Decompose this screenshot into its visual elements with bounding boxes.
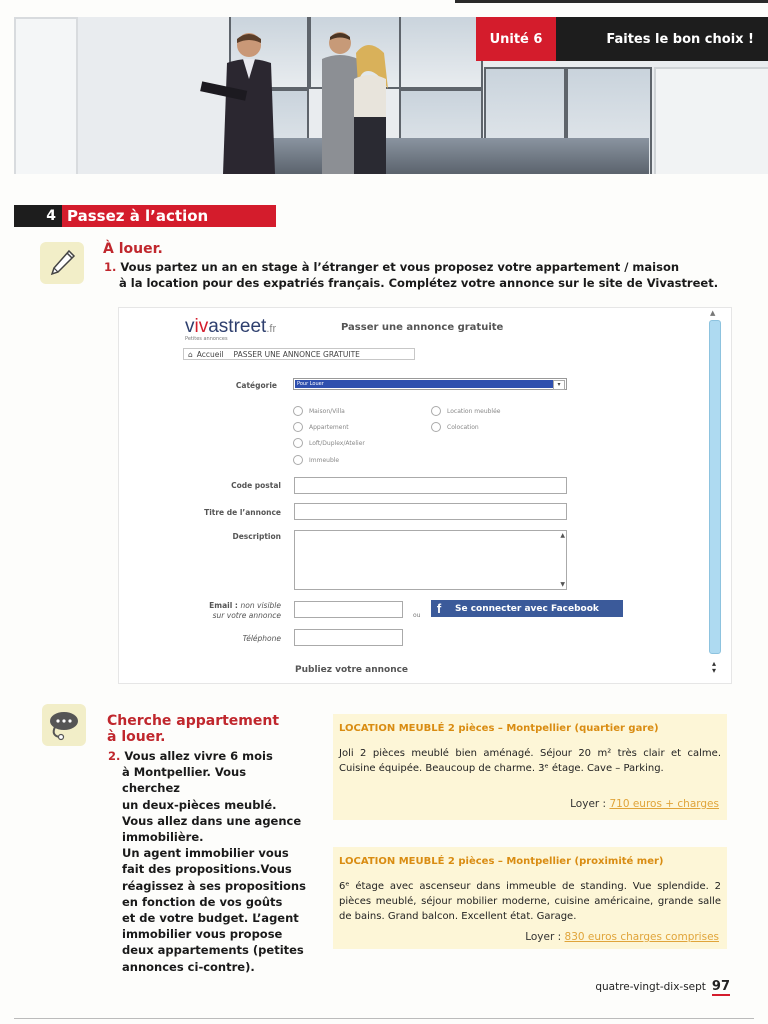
page-footer	[595, 979, 730, 996]
publish-heading: Publiez votre annonce	[295, 665, 409, 675]
category-selected-value: Pour Louer	[295, 380, 553, 388]
radio-immeuble[interactable]: Immeuble	[293, 455, 339, 465]
page-heading: Passer une annonce gratuite	[341, 322, 504, 333]
description-textarea[interactable]	[294, 530, 567, 590]
ad-title-label: Titre de l’annonce	[204, 508, 281, 517]
vertical-scrollbar[interactable]	[709, 320, 721, 654]
section-title: Passez à l’action	[62, 205, 276, 227]
breadcrumb	[183, 348, 415, 360]
radio-maison[interactable]: Maison/Villa	[293, 406, 345, 416]
scroll-up-icon[interactable]: ▲	[560, 532, 565, 539]
pen-icon	[40, 242, 84, 284]
agent-figure	[199, 29, 289, 174]
vivastreet-form	[118, 307, 732, 684]
activity1-instructions	[104, 259, 718, 291]
chevron-down-icon[interactable]: ▾	[553, 380, 565, 390]
vivastreet-logo: vivastreet.fr	[185, 316, 277, 337]
section-heading	[14, 205, 276, 227]
ad-2-body: 6ᵉ étage avec ascenseur dans immeuble de standing. Vue splendide. 2 pièces meublé, séjour mobilier moderne, cuisine américaine, grande salle de bains. Grand balcon. Excellent état. Garage.	[339, 881, 721, 922]
logo-subtitle: Petites annonces	[185, 336, 228, 342]
facebook-login-button[interactable]: f Se connecter avec Facebook	[431, 600, 623, 617]
couple-figure	[312, 27, 412, 174]
postal-input[interactable]	[294, 477, 567, 494]
ad-card-2	[333, 847, 727, 949]
activity2-instructions: 2. Vous allez vivre 6 mois à Montpellier. Vous cherchez un deux-pièces meublé. Vous allez dans une agence immobilière. Un agent immobilier vous fait des propositions.Vous réagissez à ses propositions en fonction de vos goûts et de votre budget. L’agent immobilier vous propose deux appartements (petites annonces ci-contre).	[108, 749, 306, 974]
breadcrumb-home[interactable]: Accueil	[196, 349, 224, 359]
unit-label: Unité 6	[476, 17, 556, 61]
phone-label: Téléphone	[242, 634, 281, 643]
section-number: 4	[14, 205, 62, 227]
unit-title: Faites le bon choix !	[556, 17, 768, 61]
top-rule	[455, 0, 768, 3]
ad-1-title: LOCATION MEUBLÉ 2 pièces – Montpellier (quartier gare)	[339, 723, 659, 734]
activity2-title: Cherche appartement à louer.	[107, 713, 280, 745]
postal-label: Code postal	[231, 481, 281, 490]
category-label: Catégorie	[235, 381, 277, 390]
activity2-number: 2.	[108, 749, 121, 763]
page-number: 97	[711, 979, 730, 994]
category-select[interactable]	[293, 378, 567, 390]
description-label: Description	[232, 532, 281, 541]
scroll-up-arrow-icon[interactable]: ▲	[710, 309, 716, 317]
bottom-rule	[14, 1018, 754, 1019]
ad-card-1	[333, 714, 727, 820]
activity1-title: À louer.	[103, 241, 163, 257]
email-label: Email : non visible	[209, 601, 281, 610]
home-icon[interactable]: ⌂	[188, 349, 193, 359]
activity1-line1: Vous partez un an en stage à l’étranger et vous proposez votre appartement / maison	[120, 260, 680, 274]
ad-title-input[interactable]	[294, 503, 567, 520]
activity1-line2: à la location pour des expatriés français. Complétez votre annonce sur le site de Vivastreet.	[119, 276, 719, 290]
facebook-icon: f	[436, 601, 442, 616]
ad-1-price: Loyer : 710 euros + charges	[570, 798, 719, 810]
activity1-number: 1.	[104, 260, 117, 274]
ad-2-price: Loyer : 830 euros charges comprises	[525, 931, 719, 943]
scroll-down-icon[interactable]: ▼	[560, 581, 565, 588]
ad-1-body: Joli 2 pièces meublé bien aménagé. Séjour 20 m² très clair et calme. Cuisine équipée. Beaucoup de charme. 3ᵉ étage. Cave – Parking.	[339, 748, 721, 774]
radio-appartement[interactable]: Appartement	[293, 422, 349, 432]
radio-colocation[interactable]: Colocation	[431, 422, 479, 432]
speech-bubble-icon	[42, 704, 86, 746]
phone-input[interactable]	[294, 629, 403, 646]
radio-loft[interactable]: Loft/Duplex/Atelier	[293, 438, 365, 448]
or-text: ou	[413, 612, 421, 619]
resize-arrows-icon[interactable]: ▴ ▾	[712, 659, 717, 675]
breadcrumb-current: PASSER UNE ANNONCE GRATUITE	[233, 349, 360, 359]
email-input[interactable]	[294, 601, 403, 618]
email-note: sur votre annonce	[212, 611, 281, 620]
radio-location-meublee[interactable]: Location meublée	[431, 406, 500, 416]
page-number-words: quatre-vingt-dix-sept	[595, 981, 706, 993]
ad-2-title: LOCATION MEUBLÉ 2 pièces – Montpellier (proximité mer)	[339, 856, 664, 867]
